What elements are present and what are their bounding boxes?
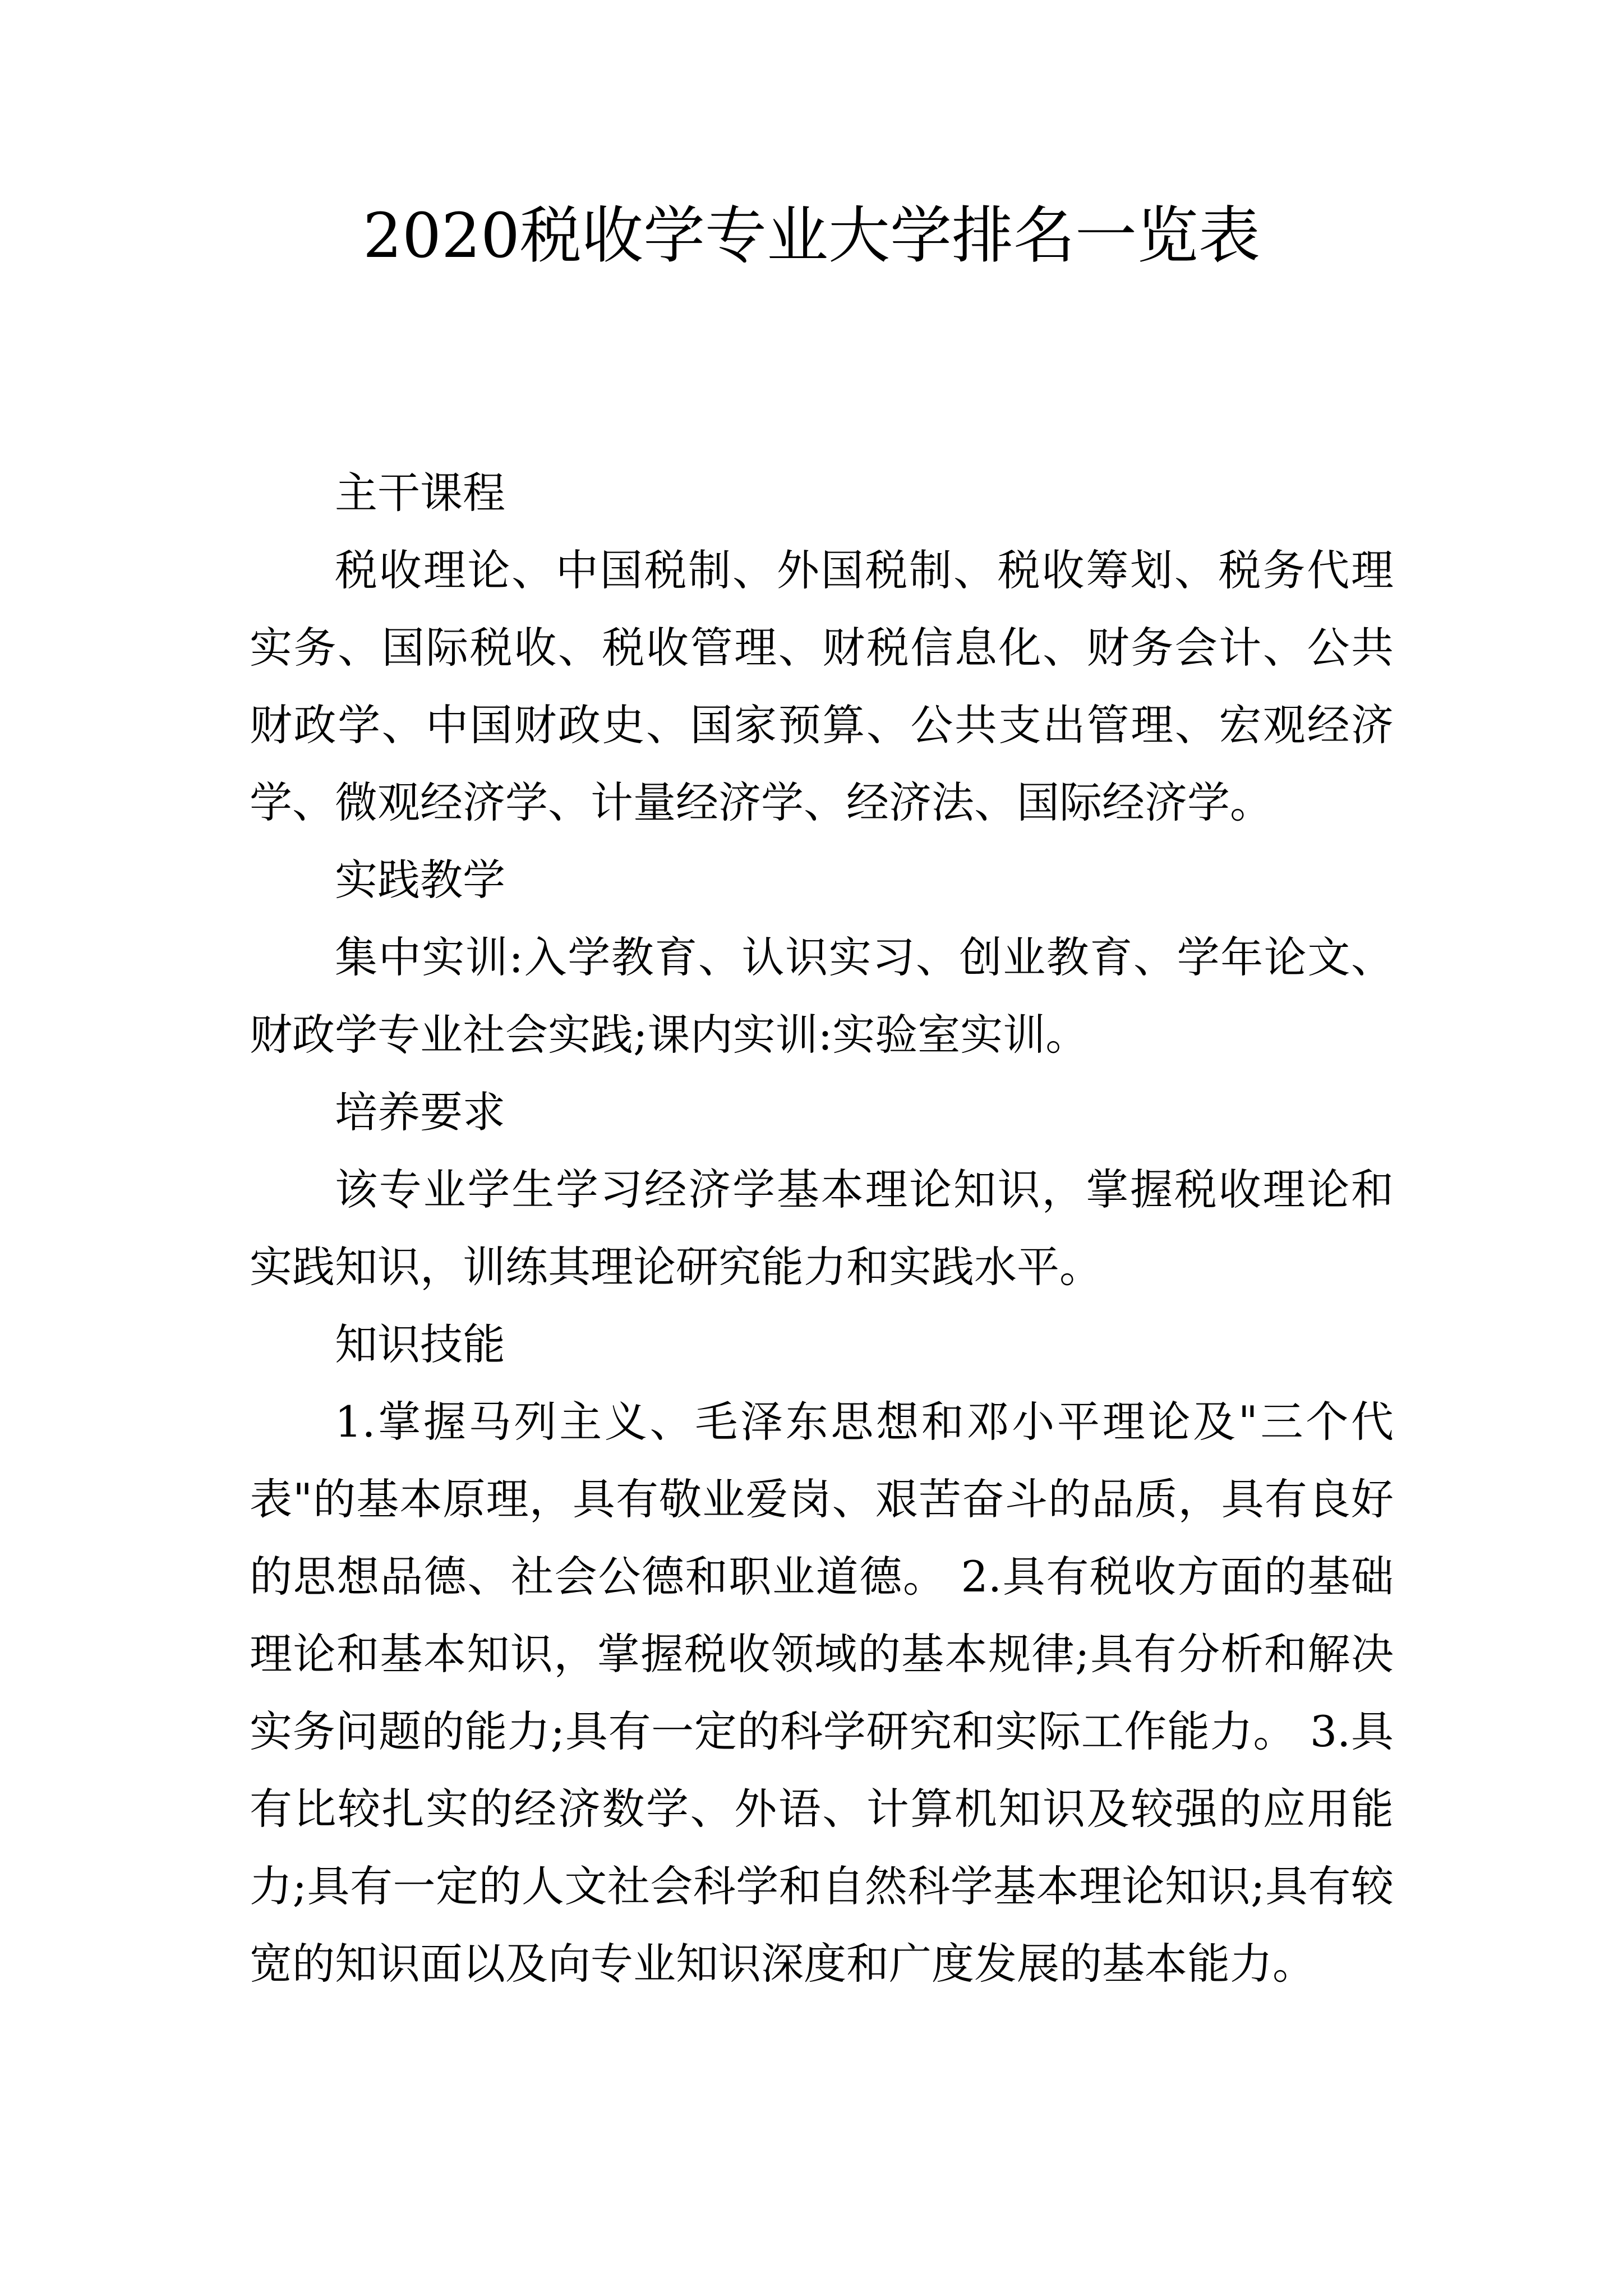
document-body [250,454,1394,2003]
section-heading-main-courses: 主干课程 [335,468,505,518]
section-text-training-requirements: 该专业学生学习经济学基本理论知识，掌握税收理论和实践知识，训练其理论研究能力和实践水平。 [250,1165,1394,1292]
section-heading-training-requirements: 培养要求 [335,1087,505,1137]
section-text-knowledge-skills: 1.掌握马列主义、毛泽东思想和邓小平理论及"三个代表"的基本原理，具有敬业爱岗、艰苦奋斗的品质，具有良好的思想品德、社会公德和职业道德。 2.具有税收方面的基础理论和基本知识，掌握税收领域的基本规律;具有分析和解决实务问题的能力;具有一定的科学研究和实际工作能力。 3.具有比较扎实的经济数学、外语、计算机知识及较强的应用能力;具有一定的人文社会科学和自然科学基本理论知识;具有较宽的知识面以及向专业知识深度和广度发展的基本能力。 [250,1397,1394,1989]
section-heading-knowledge-skills: 知识技能 [335,1319,505,1369]
document-title: 2020税收学专业大学排名一览表 [363,200,1260,272]
section-text-practice-teaching: 集中实训:入学教育、认识实习、创业教育、学年论文、财政学专业社会实践;课内实训:实验室实训。 [250,932,1394,1060]
section-text-main-courses: 税收理论、中国税制、外国税制、税收筹划、税务代理实务、国际税收、税收管理、财税信息化、财务会计、公共财政学、中国财政史、国家预算、公共支出管理、宏观经济学、微观经济学、计量经济学、经济法、国际经济学。 [250,545,1394,827]
section-heading-practice-teaching: 实践教学 [335,855,505,905]
